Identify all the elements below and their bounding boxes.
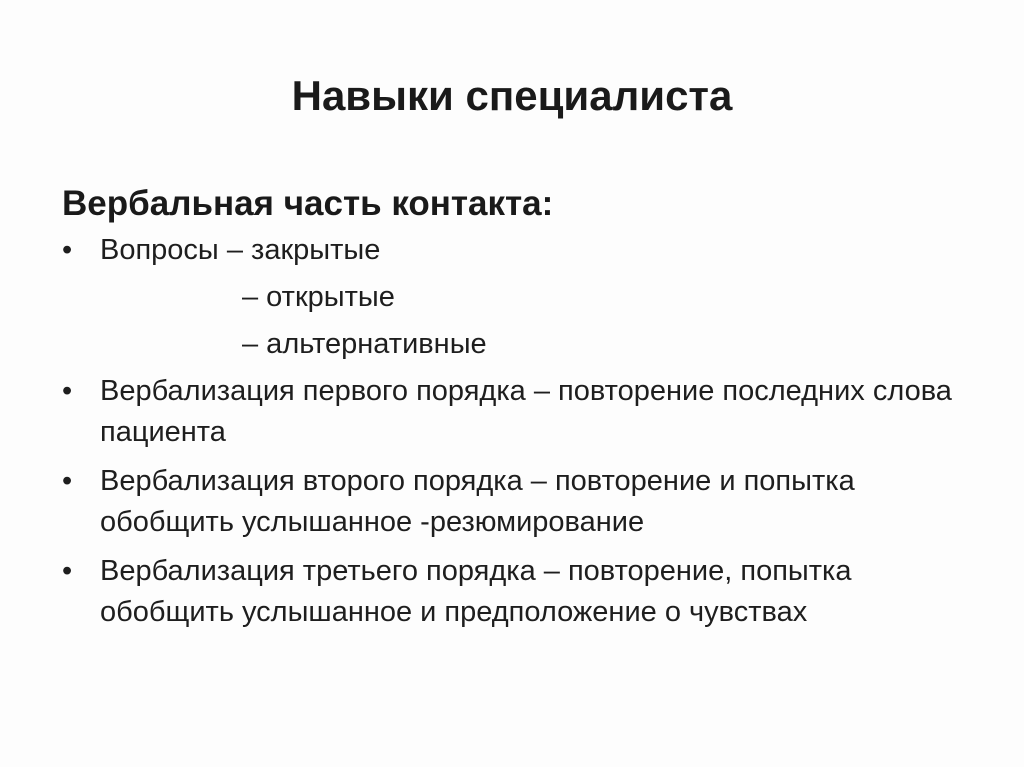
bullet-text: Вербализация третьего порядка – повторение, попытка обобщить услышанное и предположение о чувствах	[100, 555, 852, 628]
questions-subitem: – открытые	[242, 281, 395, 313]
questions-subitem: – альтернативные	[242, 328, 487, 360]
questions-line: • Вопросы – закрытые	[100, 234, 381, 266]
slide-title: Навыки специалиста	[291, 72, 733, 119]
bullet-text: Вербализация второго порядка – повторение и попытка обобщить услышанное -резюмирование	[100, 465, 855, 538]
bullet-verbalization-third	[62, 551, 982, 633]
bullet-questions	[62, 230, 982, 271]
section-heading: Вербальная часть контакта:	[62, 184, 554, 223]
bullet-text: Вербализация первого порядка – повторение последних слова пациента	[100, 375, 952, 448]
bullet-verbalization-first	[62, 371, 982, 453]
bullet-list	[62, 230, 982, 635]
bullet-verbalization-second	[62, 461, 982, 543]
